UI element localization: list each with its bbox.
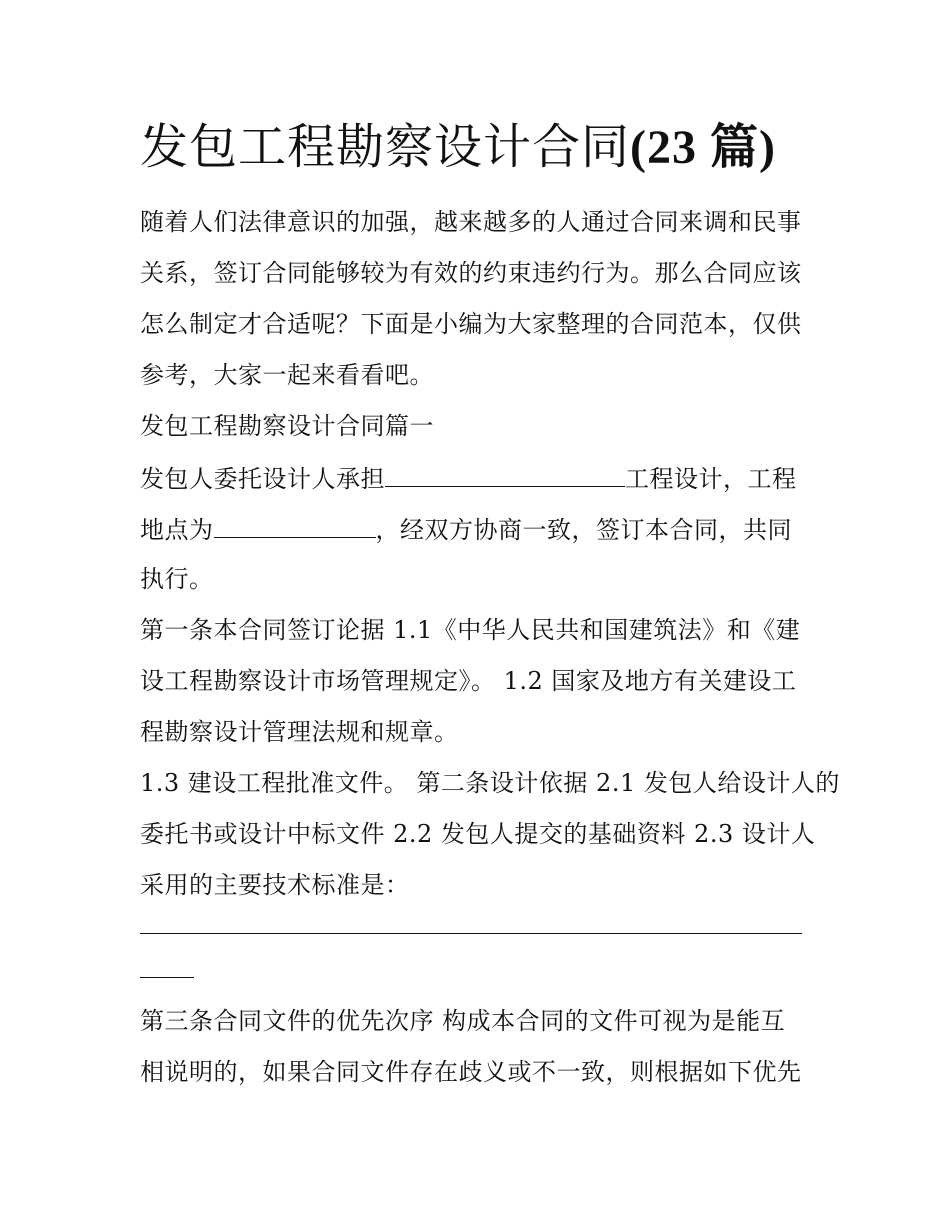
paragraph-line: 执行。 (140, 565, 214, 593)
line-text: 地点为 (140, 516, 214, 544)
paragraph-line (140, 460, 797, 496)
section-heading: 发包工程勘察设计合同篇一 (140, 412, 434, 440)
paragraph-line (140, 511, 792, 547)
line-text: 工程设计，工程 (625, 465, 797, 493)
paragraph-line: 关系，签订合同能够较为有效的约束违约行为。那么合同应该 (140, 259, 802, 287)
title-main: 发包工程勘察设计合同 (140, 119, 631, 175)
paragraph-line: 设工程勘察设计市场管理规定》。 1.2 国家及地方有关建设工 (140, 667, 797, 695)
line-text: 发包人委托设计人承担 (140, 465, 385, 493)
fill-in-blank-project (385, 460, 625, 487)
title-suffix: (23 篇) (630, 121, 776, 174)
paragraph-line: 随着人们法律意识的加强，越来越多的人通过合同来调和民事 (140, 208, 802, 236)
paragraph-line: 相说明的，如果合同文件存在歧义或不一致，则根据如下优先 (140, 1058, 802, 1086)
document-title (140, 112, 840, 183)
paragraph-line: 怎么制定才合适呢？下面是小编为大家整理的合同范本，仅供 (140, 310, 802, 338)
paragraph-line: 委托书或设计中标文件 2.2 发包人提交的基础资料 2.3 设计人 (140, 820, 816, 848)
paragraph-line: 第三条合同文件的优先次序 构成本合同的文件可视为是能互 (140, 1007, 786, 1035)
paragraph-line: 参考，大家一起来看看吧。 (140, 361, 434, 389)
paragraph-line: 1.3 建设工程批准文件。 第二条设计依据 2.1 发包人给设计人的 (140, 769, 840, 797)
fill-in-blank-standards (140, 933, 802, 934)
paragraph-line: 采用的主要技术标准是： (140, 871, 410, 899)
fill-in-blank-standards-continued (140, 977, 194, 978)
line-text: ，经双方协商一致，签订本合同，共同 (375, 516, 792, 544)
paragraph-line: 第一条本合同签订论据 1.1《中华人民共和国建筑法》和《建 (140, 616, 801, 644)
fill-in-blank-location (214, 511, 376, 538)
paragraph-line: 程勘察设计管理法规和规章。 (140, 718, 459, 746)
